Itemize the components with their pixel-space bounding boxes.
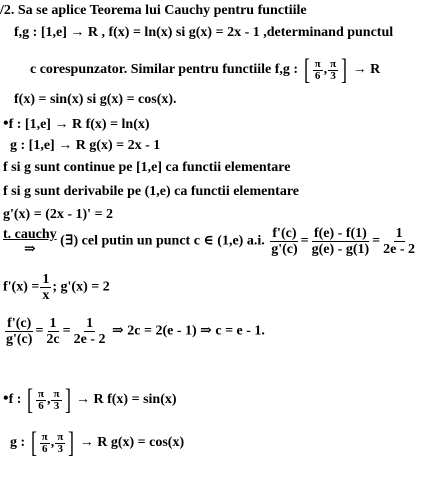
bullet: • (3, 115, 9, 132)
equals: = (372, 233, 381, 249)
trig-g-text: → R g(x) = cos(x) (79, 435, 185, 451)
cauchy-label: t. cauchy (3, 226, 57, 242)
fraction-num: f'(c) (7, 316, 32, 331)
fraction-1-2c (44, 316, 61, 347)
equals: = (62, 323, 71, 339)
fraction-den: 3 (53, 399, 60, 412)
fraction-num: π (37, 387, 44, 400)
solution-f-def (3, 116, 150, 133)
solution-equation-line (3, 316, 265, 347)
fraction-pi-3 (55, 432, 65, 455)
fraction-den: x (42, 288, 50, 303)
problem-line-3-text: c corespunzator. Similar pentru functiile f,g : (30, 62, 299, 78)
g-derivative-line: g'(x) = (2x - 1)' = 2 (3, 207, 114, 222)
problem-heading: /2. Sa se aplice Teorema lui Cauchy pentru functiile (0, 3, 307, 18)
fraction-den: g'(c) (271, 242, 298, 257)
trig-g-label: g : (10, 435, 26, 451)
problem-line-3 (30, 55, 380, 85)
problem-line-3-arrow: → R (352, 62, 381, 78)
derivability-line: f si g sunt derivabile pe (1,e) ca functii elementare (3, 184, 300, 199)
fraction-num: 1 (42, 272, 50, 287)
comma: , (50, 435, 55, 451)
fraction-den: g(e) - g(1) (311, 242, 370, 257)
solution-g-def: g : [1,e] → R g(x) = 2x - 1 (10, 138, 161, 153)
left-bracket: [ (26, 383, 33, 416)
fraction-pi-6 (36, 389, 46, 412)
fraction-num: π (41, 430, 48, 443)
fraction-pi-6 (313, 59, 323, 82)
trig-f-label: f : (8, 392, 22, 408)
problem-line-4: f(x) = sin(x) si g(x) = cos(x). (14, 92, 177, 107)
cauchy-implication (3, 227, 57, 257)
g-derivative-value: ; g'(x) = 2 (52, 279, 110, 295)
bullet: • (3, 390, 9, 408)
fraction-den: 2c (46, 332, 60, 347)
solution-f-def-text: f : [1,e] → R f(x) = ln(x) (8, 117, 150, 132)
fraction-den: 6 (41, 442, 48, 455)
fraction-pi-3 (328, 59, 338, 82)
fraction-den: 6 (314, 69, 321, 82)
cauchy-theorem-line (3, 226, 418, 257)
fraction-num: π (330, 57, 337, 70)
comma: , (323, 62, 328, 78)
fraction-num: π (314, 57, 321, 70)
problem-line-2: f,g : [1,e] → R , f(x) = ln(x) si g(x) = 2x - 1 ,determinand punctul (14, 25, 394, 40)
fraction-num: f(e) - f(1) (313, 226, 367, 241)
f-derivative-label: f'(x) = (3, 279, 40, 295)
left-bracket: [ (30, 426, 37, 459)
fraction-cauchy-2 (310, 226, 372, 257)
fraction-cauchy-1 (269, 226, 299, 257)
fraction-den: 3 (330, 69, 336, 82)
implies-arrow: ⇒ (23, 241, 36, 257)
left-bracket: [ (303, 53, 310, 86)
cauchy-statement: (∃) cel putin un punct c ∈ (1,e) a.i. (60, 233, 265, 249)
fraction-den: 2e - 2 (383, 242, 416, 257)
trig-f-def (3, 385, 177, 415)
fraction-num: π (57, 430, 64, 443)
fraction-den: 2e - 2 (73, 332, 106, 347)
fraction-1-over-x (40, 272, 51, 303)
right-bracket: ] (341, 53, 348, 86)
fraction-den: 6 (38, 399, 44, 412)
fraction-den: g'(c) (6, 332, 33, 347)
fraction-den: 3 (57, 442, 63, 455)
fraction-num: π (53, 387, 60, 400)
fraction-pi-3 (51, 389, 61, 412)
comma: , (46, 392, 51, 408)
fraction-num: 1 (49, 316, 57, 331)
fraction-cauchy-3 (381, 226, 417, 257)
fraction-num: 1 (86, 316, 94, 331)
fraction-num: f'(c) (272, 226, 297, 241)
fraction-num: 1 (395, 226, 403, 241)
right-bracket: ] (64, 383, 71, 416)
equals: = (300, 233, 309, 249)
equals: = (35, 323, 44, 339)
continuity-line: f si g sunt continue pe [1,e] ca functii elementare (3, 160, 291, 175)
solution-result: ⇒ 2c = 2(e - 1) ⇒ c = e - 1. (112, 323, 265, 339)
right-bracket: ] (68, 426, 75, 459)
trig-f-text: → R f(x) = sin(x) (76, 392, 177, 408)
fraction-pi-6 (40, 432, 50, 455)
f-derivative-line (3, 272, 110, 303)
fraction-1-2e-2 (72, 316, 108, 347)
trig-g-def (10, 428, 184, 458)
fraction-fc-gc (4, 316, 34, 347)
